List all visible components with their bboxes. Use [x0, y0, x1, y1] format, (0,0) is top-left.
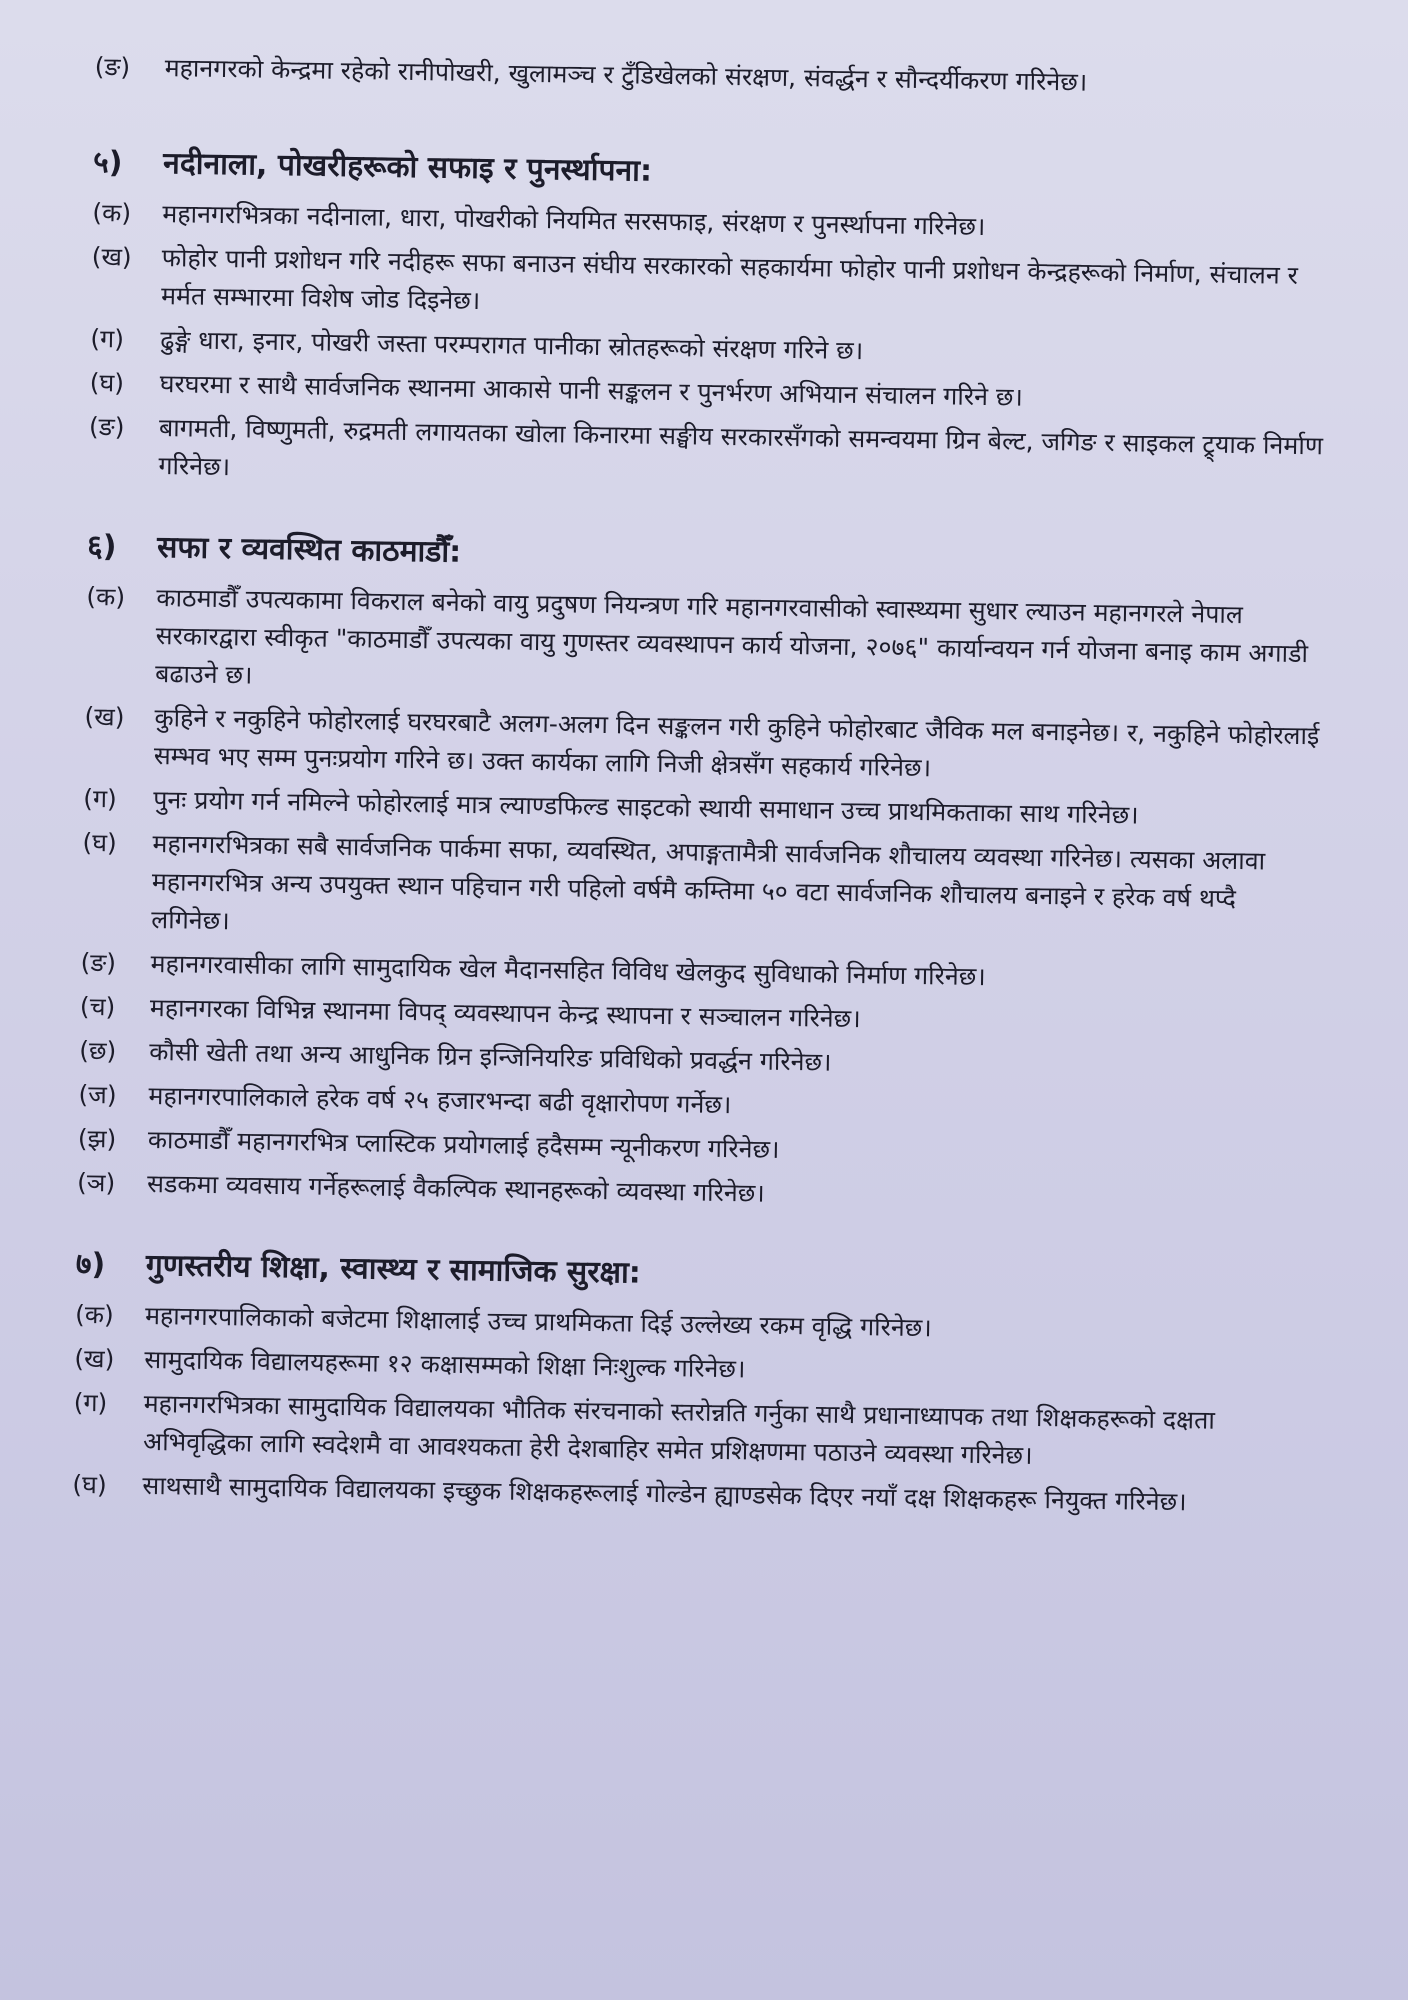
list-item	[85, 578, 1327, 711]
item-text: बागमती, विष्णुमती, रुद्रमती लगायतका खोला किनारमा सङ्घीय सरकारसँगको समन्वयमा ग्रिन बेल्ट, जगिङ र साइकल ट्र्याक निर्माण गरिनेछ।	[158, 413, 1324, 482]
item-text: काठमाडौँ महानगरभित्र प्लास्टिक प्रयोगलाई हदैसम्म न्यूनीकरण गरिनेछ।	[147, 1124, 780, 1164]
item-text: पुनः प्रयोग गर्न नमिल्ने फोहोरलाई मात्र ल्याण्डफिल्ड साइटको स्थायी समाधान उच्च प्राथमिकताका साथ गरिनेछ।	[152, 785, 1139, 830]
item-text: घरघरमा र साथै सार्वजनिक स्थानमा आकासे पानी सङ्कलन र पुनर्भरण अभियान संचालन गरिने छ।	[159, 369, 1024, 412]
list-item	[73, 1384, 1314, 1479]
item-text: कुहिने र नकुहिने फोहोरलाई घरघरबाटै अलग-अलग दिन सङ्कलन गरी कुहिने फोहोरबाट जैविक मल बनाइनेछ। र, नकुहिने फोहोरलाई सम्भव भए सम्म पुनःप्रयोग गरिने छ। उक्त कार्यका लागि निजी क्षेत्रसँग सहकार्य गरिनेछ।	[153, 703, 1320, 783]
item-marker: (ग)	[82, 783, 118, 814]
item-marker: (च)	[79, 991, 116, 1022]
list-item	[84, 698, 1325, 793]
item-marker: (ख)	[84, 701, 125, 732]
section-number: ५)	[92, 144, 123, 181]
document-page	[72, 48, 1335, 1563]
item-text: महानगरवासीका लागि सामुदायिक खेल मैदानसहित विविध खेलकुद सुविधाको निर्माण गरिनेछ।	[150, 948, 986, 992]
item-marker: (ग)	[73, 1387, 108, 1418]
item-marker: (घ)	[82, 827, 118, 858]
item-text: महानगरभित्रका सबै सार्वजनिक पार्कमा सफा, व्यवस्थित, अपाङ्गतामैत्री सार्वजनिक शौचालय व्यवस्था गरिनेछ। त्यसका अलावा महानगरभित्र अन्य उपयुक्त स्थान पहिचान गरी पहिलो वर्षमै कम्तिमा ५० वटा सार्वजनिक शौचालय बनाइने र हरेक वर्ष थप्दै लगिनेछ।	[151, 829, 1266, 936]
item-text: सडकमा व्यवसाय गर्नेहरूलाई वैकल्पिक स्थानहरूको व्यवस्था गरिनेछ।	[146, 1168, 765, 1208]
item-text: महानगरको केन्द्रमा रहेको रानीपोखरी, खुलामञ्च र टुँडिखेलको संरक्षण, संवर्द्धन र सौन्दर्यीकरण गरिनेछ।	[164, 53, 1088, 97]
item-marker: (ख)	[91, 241, 132, 272]
section-heading	[87, 524, 1328, 589]
list-item	[88, 408, 1329, 503]
item-text: फोहोर पानी प्रशोधन गरि नदीहरू सफा बनाउन संघीय सरकारको सहकार्यमा फोहोर पानी प्रशोधन केन्द्रहरूको निर्माण, संचालन र मर्मत सम्भारमा विशेष जोड दिइनेछ।	[160, 243, 1299, 316]
list-item	[94, 48, 1334, 105]
intro-item	[94, 48, 1335, 131]
item-marker: (क)	[86, 581, 126, 612]
item-text: साथसाथै सामुदायिक विद्यालयका इच्छुक शिक्षकहरूलाई गोल्डेन ह्याण्डसेक दिएर नयाँ दक्ष शिक्षकहरू नियुक्त गरिनेछ।	[142, 1470, 1187, 1517]
item-marker: (ङ)	[88, 411, 125, 442]
item-text: महानगरपालिकाको बजेटमा शिक्षालाई उच्च प्राथमिकता दिई उल्लेख्य रकम वृद्धि गरिनेछ।	[144, 1300, 932, 1343]
item-text: महानगरपालिकाले हरेक वर्ष २५ हजारभन्दा बढी वृक्षारोपण गर्नेछ।	[148, 1080, 732, 1120]
item-marker: (क)	[92, 197, 132, 228]
item-text: महानगरभित्रका सामुदायिक विद्यालयका भौतिक संरचनाको स्तरोन्नति गर्नुका साथै प्रधानाध्यापक तथा शिक्षकहरूको दक्षता अभिवृद्धिका लागि स्वदेशमै वा आवश्यकता हेरी देशबाहिर समेत प्रशिक्षणमा पठाउने व्यवस्था गरिनेछ।	[142, 1388, 1216, 1470]
item-marker: (ज)	[78, 1079, 117, 1110]
section-heading	[76, 1242, 1317, 1307]
item-marker: (घ)	[89, 367, 125, 398]
item-marker: (घ)	[72, 1469, 107, 1500]
section-title: नदीनाला, पोखरीहरूको सफाइ र पुनर्स्थापना:	[162, 146, 653, 189]
section-7	[72, 1242, 1316, 1523]
section-5	[88, 140, 1333, 503]
list-item	[91, 238, 1332, 333]
section-title: गुणस्तरीय शिक्षा, स्वास्थ्य र सामाजिक सुरक्षा:	[145, 1247, 642, 1291]
item-text: महानगरभित्रका नदीनाला, धारा, पोखरीको नियमित सरसफाइ, संरक्षण र पुनर्स्थापना गरिनेछ।	[162, 199, 986, 242]
item-text: कौसी खेती तथा अन्य आधुनिक ग्रिन इन्जिनियरिङ प्रविधिको प्रवर्द्धन गरिनेछ।	[149, 1036, 832, 1077]
list-item	[81, 824, 1323, 957]
section-heading	[93, 140, 1334, 205]
section-6	[77, 524, 1327, 1221]
item-marker: (ङ)	[94, 51, 131, 82]
item-text: सामुदायिक विद्यालयहरूमा १२ कक्षासम्मको शिक्षा निःशुल्क गरिनेछ।	[144, 1344, 746, 1384]
section-number: ७)	[75, 1246, 106, 1283]
item-marker: (क)	[74, 1299, 115, 1330]
item-marker: (ग)	[90, 323, 125, 354]
item-marker: (ङ)	[80, 947, 117, 978]
item-marker: (झ)	[77, 1123, 117, 1154]
item-marker: (छ)	[79, 1035, 117, 1066]
section-number: ६)	[86, 528, 117, 565]
item-text: काठमाडौँ उपत्यकामा विकराल बनेको वायु प्रदुषण नियन्त्रण गरि महानगरवासीको स्वास्थ्यमा सुधार ल्याउन महानगरले नेपाल सरकारद्वारा स्वीकृत "काठमाडौँ उपत्यका वायु गुणस्तर व्यवस्थापन कार्य योजना, २०७६" कार्यान्वयन गर्न योजना बनाइ काम अगाडी बढाउने छ।	[154, 583, 1309, 690]
item-marker: (ख)	[74, 1343, 115, 1374]
item-marker: (ञ)	[76, 1167, 116, 1198]
item-text: ढुङ्गे धारा, इनार, पोखरी जस्ता परम्परागत पानीका स्रोतहरूको संरक्षण गरिने छ।	[160, 325, 864, 366]
item-text: महानगरका विभिन्न स्थानमा विपद् व्यवस्थापन केन्द्र स्थापना र सञ्चालन गरिनेछ।	[149, 992, 861, 1034]
section-title: सफा र व्यवस्थित काठमाडौँ:	[156, 530, 462, 570]
